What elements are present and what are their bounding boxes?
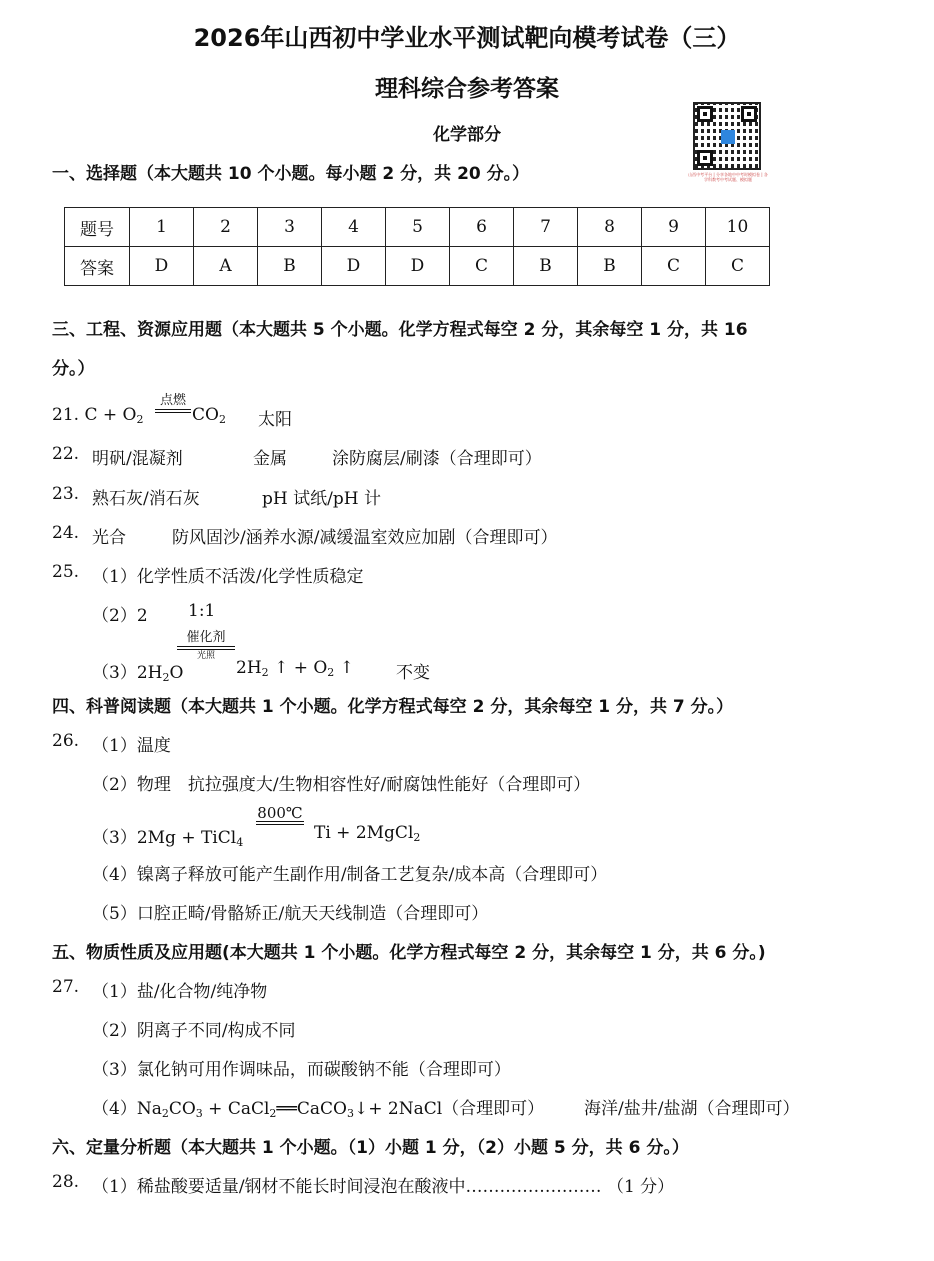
equation-text: （4）Na (92, 1099, 162, 1119)
equation-text: ↑ + O (274, 658, 328, 678)
answer-text: 光合 (92, 528, 126, 548)
reaction-condition (155, 394, 191, 413)
answer-text: （4）镍离子释放可能产生副作用/制备工艺复杂/成本高（合理即可） (92, 865, 608, 885)
equation-left (92, 658, 183, 684)
answer-text: （2）阴离子不同/构成不同 (92, 1021, 296, 1041)
equation-left (92, 823, 243, 849)
answer-text: 不变 (396, 663, 430, 683)
question-number: 4 (322, 208, 386, 247)
table-row (65, 208, 770, 247)
answer-cell: B (514, 247, 578, 286)
answer-text: 涂防腐层/刷漆（合理即可） (332, 449, 542, 469)
answer-text: （1）稀盐酸要适量/钢材不能长时间浸泡在酸液中…………………… （1 分） (92, 1177, 675, 1197)
answer-cell: C (642, 247, 706, 286)
answer-text: （1）温度 (92, 736, 171, 756)
question-number: 1 (130, 208, 194, 247)
question-number: 7 (514, 208, 578, 247)
answer-cell: A (194, 247, 258, 286)
equation-left: C + O (84, 405, 137, 425)
equation-text: 2H (236, 658, 262, 678)
reaction-condition (256, 806, 304, 825)
row-label: 题号 (65, 208, 130, 247)
condition-text: 光照 (196, 651, 215, 661)
answer-text: 防风固沙/涵养水源/减缓温室效应加剧（合理即可） (172, 528, 558, 548)
subscript: 3 (346, 1107, 354, 1120)
answer-table (64, 207, 770, 286)
product: CO (192, 405, 219, 425)
q-number: 23. (52, 484, 80, 504)
section3-heading-line1: 三、工程、资源应用题（本大题共 5 个小题。化学方程式每空 2 分，其余每空 1 分，共 16 (52, 320, 748, 340)
reaction-condition (177, 631, 235, 662)
answer-cell: B (258, 247, 322, 286)
question-number: 8 (578, 208, 642, 247)
subscript: 2 (413, 831, 421, 844)
condition-text: 点燃 (159, 393, 186, 408)
equation-right (314, 823, 420, 844)
question-number: 6 (450, 208, 514, 247)
section1-heading: 一、选择题（本大题共 10 个小题。每小题 2 分，共 20 分。） (52, 164, 530, 184)
equation-right (236, 658, 354, 679)
subscript: 2 (161, 1107, 169, 1120)
question-number: 9 (642, 208, 706, 247)
section6-heading: 六、定量分析题（本大题共 1 个小题。（1）小题 1 分，（2）小题 5 分，共 6 分。） (52, 1138, 689, 1158)
q-number: 28. (52, 1172, 80, 1192)
subscript: 2 (218, 413, 226, 426)
q21 (52, 405, 143, 426)
answer-text: 熟石灰/消石灰 (92, 489, 200, 509)
subscript: 2 (327, 666, 335, 679)
equation-right (192, 405, 226, 426)
equation-text: + CaCl (202, 1099, 270, 1119)
answer-text: 海洋/盐井/盐湖（合理即可） (584, 1099, 800, 1119)
answer-cell: D (386, 247, 450, 286)
answer-text: 金属 (253, 449, 287, 469)
subscript: 2 (136, 413, 144, 426)
answer-text: （1）化学性质不活泼/化学性质稳定 (92, 567, 364, 587)
answer-cell: B (578, 247, 642, 286)
qr-caption: 山西中考平台 | 分享各地中中考时模拟卷 | 各学科教考中考试题、模拟题 (688, 172, 768, 182)
answer-text: pH 试纸/pH 计 (262, 489, 381, 509)
equation-text: ══CaCO (276, 1099, 347, 1119)
q-number: 21. (52, 405, 80, 425)
answer-cell: D (322, 247, 386, 286)
answer-text: （1）盐/化合物/纯净物 (92, 982, 268, 1002)
qr-code-icon (693, 102, 761, 170)
answer-cell: D (130, 247, 194, 286)
q-number: 22. (52, 444, 80, 464)
equation-text: （3）2Mg + TiCl (92, 828, 237, 848)
equation-text: （3）2H (92, 663, 163, 683)
section5-heading: 五、物质性质及应用题(本大题共 1 个小题。化学方程式每空 2 分，其余每空 1 分，共 6 分。) (52, 943, 766, 963)
q-number: 24. (52, 523, 80, 543)
part-title: 化学部分 (433, 125, 501, 145)
equation-text: ↓+ 2NaCl（合理即可） (353, 1099, 545, 1119)
question-number: 5 (386, 208, 450, 247)
condition-text: 800℃ (257, 804, 303, 822)
question-number: 2 (194, 208, 258, 247)
answer-text: 太阳 (258, 410, 292, 430)
answer-text: （5）口腔正畸/骨骼矫正/航天天线制造（合理即可） (92, 904, 489, 924)
answer-text: 明矾/混凝剂 (92, 449, 183, 469)
section3-heading-line2: 分。） (52, 359, 95, 379)
answer-cell: C (706, 247, 770, 286)
answer-text: 1:1 (188, 601, 216, 621)
condition-text: 催化剂 (186, 630, 226, 645)
page-title: 2026年山西初中学业水平测试靶向模考试卷（三） (193, 24, 741, 52)
section4-heading: 四、科普阅读题（本大题共 1 个小题。化学方程式每空 2 分，其余每空 1 分，共 7 分。） (52, 697, 734, 717)
equation-line (92, 1094, 544, 1120)
subscript: 4 (236, 836, 244, 849)
answer-text: （2）物理 抗拉强度大/生物相容性好/耐腐蚀性能好（合理即可） (92, 775, 591, 795)
answer-text: （2）2 (92, 606, 148, 626)
table-row (65, 247, 770, 286)
equation-text: ↑ (339, 658, 354, 678)
subscript: 3 (195, 1107, 203, 1120)
row-label: 答案 (65, 247, 130, 286)
page-subtitle: 理科综合参考答案 (375, 76, 559, 102)
subscript: 2 (162, 671, 170, 684)
subscript: 2 (269, 1107, 277, 1120)
q-number: 26. (52, 731, 80, 751)
answer-text: （3）氯化钠可用作调味品，而碳酸钠不能（合理即可） (92, 1060, 511, 1080)
subscript: 2 (261, 666, 269, 679)
equation-text: Ti + 2MgCl (314, 823, 414, 843)
equation-text: O (169, 663, 184, 683)
equation-text: CO (168, 1099, 196, 1119)
question-number: 3 (258, 208, 322, 247)
answer-cell: C (450, 247, 514, 286)
q-number: 25. (52, 562, 80, 582)
question-number: 10 (706, 208, 770, 247)
q-number: 27. (52, 977, 80, 997)
